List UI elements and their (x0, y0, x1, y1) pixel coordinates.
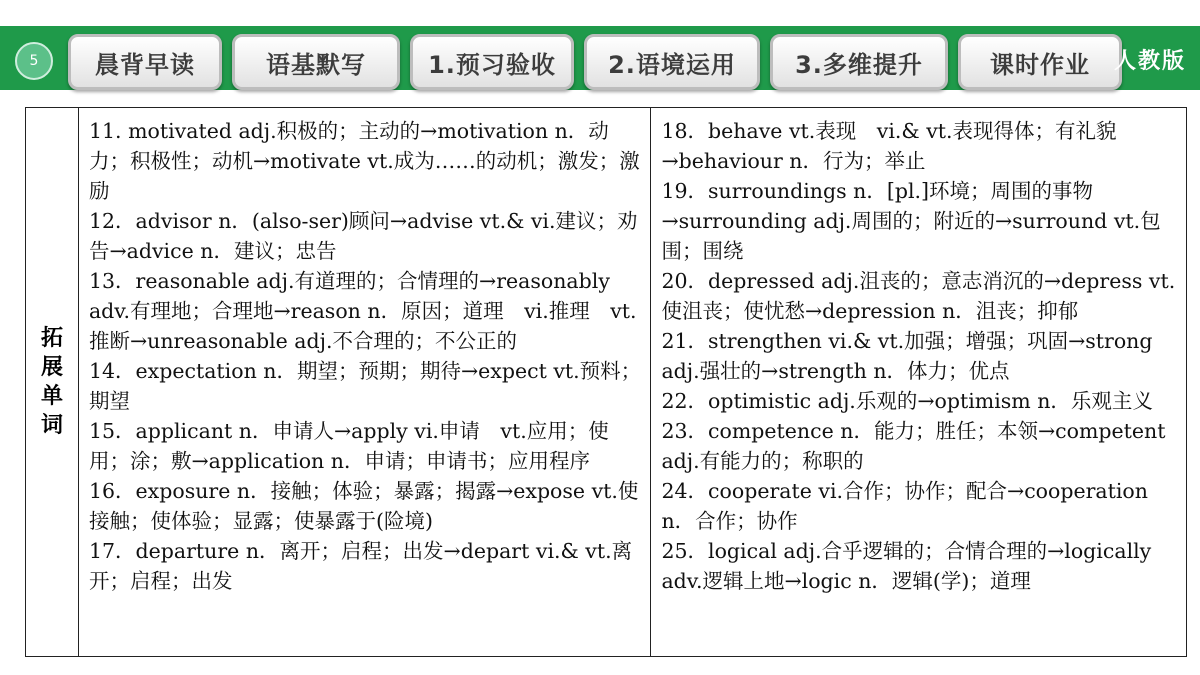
vocab-entry: 12．advisor n．(also-ser)顾问→advise vt.& vi.建议；劝告→advice n．建议；忠告 (88, 209, 638, 263)
tab-morning-reading[interactable]: 晨背早读 (68, 34, 222, 90)
tab-basic-dictation[interactable]: 语基默写 (232, 34, 400, 90)
vocab-entry: 21．strengthen vi.& vt.加强；增强；巩固→strong adj.强壮的→strength n．体力；优点 (661, 329, 1153, 383)
vocab-entry: 25．logical adj.合乎逻辑的；合情合理的→logically adv.逻辑上地→logic n．逻辑(学)；道理 (661, 539, 1152, 593)
page-number-badge: 5 (15, 42, 53, 80)
side-label (26, 108, 79, 656)
vocab-column-left (79, 108, 652, 656)
vocab-entry: 22．optimistic adj.乐观的→optimism n．乐观主义 (661, 389, 1153, 413)
vocab-entry: 24．cooperate vi.合作；协作；配合→cooperation n．合作；协作 (661, 479, 1148, 533)
vocab-entry: 14．expectation n．期望；预期；期待→expect vt.预料；期望 (88, 359, 642, 413)
vocab-column-right (651, 108, 1186, 656)
tab-homework[interactable]: 课时作业 (958, 34, 1122, 90)
tab-context-use[interactable]: 2.语境运用 (584, 34, 760, 90)
vocab-entry: 23．competence n．能力；胜任；本领→competent adj.有能力的；称职的 (661, 419, 1166, 473)
vocab-table (25, 107, 1187, 657)
tab-preview-check[interactable]: 1.预习验收 (410, 34, 574, 90)
vocab-entry: 17．departure n．离开；启程；出发→depart vi.& vt.离开；启程；出发 (88, 539, 633, 593)
section-tabs (68, 34, 1122, 88)
vocab-entry: 11. motivated adj.积极的；主动的→motivation n．动力；积极性；动机→motivate vt.成为……的动机；激发；激励 (88, 119, 640, 203)
side-label-char: 展 (40, 355, 63, 380)
vocab-entry: 19．surroundings n．[pl.]环境；周围的事物→surrounding adj.周围的；附近的→surround vt.包围；围绕 (661, 179, 1161, 263)
side-label-char: 拓 (40, 326, 63, 351)
vocab-entry: 20．depressed adj.沮丧的；意志消沉的→depress vt.使沮丧；使忧愁→depression n．沮丧；抑郁 (661, 269, 1176, 323)
vocab-entry: 18．behave vt.表现 vi.& vt.表现得体；有礼貌→behaviour n．行为；举止 (661, 119, 1117, 173)
tab-multi-improve[interactable]: 3.多维提升 (770, 34, 948, 90)
top-bar (0, 0, 1200, 112)
side-label-char: 词 (40, 413, 63, 438)
vocab-entry: 13．reasonable adj.有道理的；合情理的→reasonably adv.有理地；合理地→reason n．原因；道理 vi.推理 vt.推断→unreasonable adj.不合理的；不公正的 (88, 269, 637, 353)
vocab-entry: 15．applicant n．申请人→apply vi.申请 vt.应用；使用；涂；敷→application n．申请；申请书；应用程序 (88, 419, 609, 473)
side-label-char: 单 (40, 384, 63, 409)
vocab-entry: 16．exposure n．接触；体验；暴露；揭露→expose vt.使接触；使体验；显露；使暴露于(险境) (88, 479, 639, 533)
publisher-brand: 人教版 (1113, 48, 1186, 74)
